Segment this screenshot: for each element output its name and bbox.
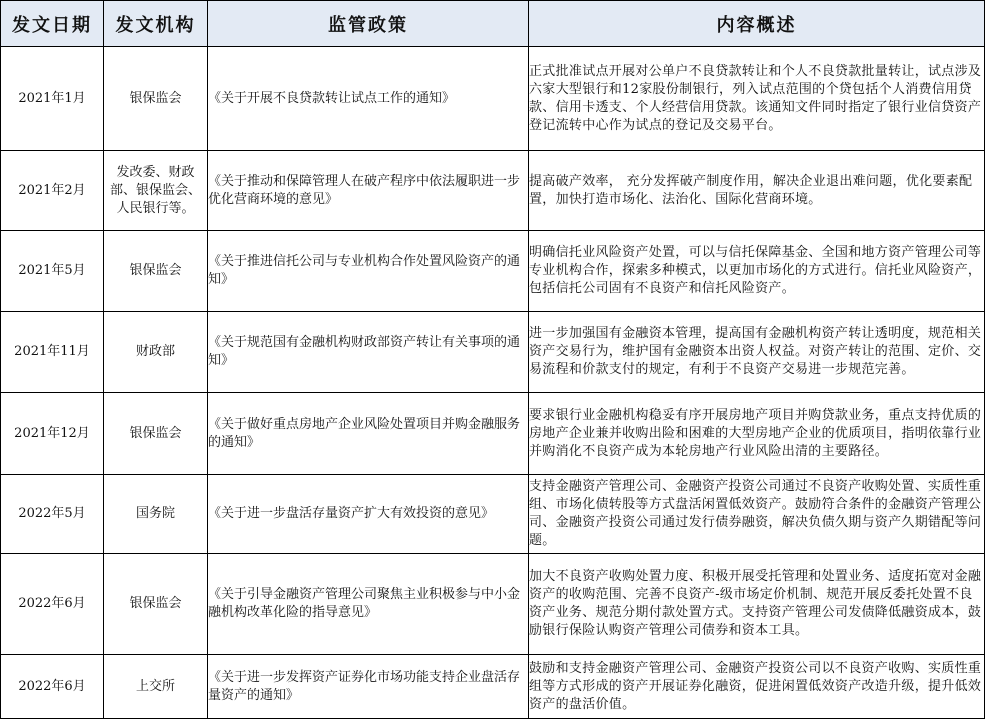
- cell-agency: 上交所: [104, 655, 208, 719]
- header-summary: 内容概述: [529, 1, 985, 47]
- header-row: [1, 1, 985, 47]
- cell-agency: 银保监会: [104, 393, 208, 475]
- cell-agency: 银保监会: [104, 554, 208, 655]
- cell-policy: 《关于推动和保障管理人在破产程序中依法履职进一步优化营商环境的意见》: [208, 151, 529, 231]
- cell-agency: 发改委、财政部、银保监会、人民银行等。: [104, 151, 208, 231]
- cell-policy: 《关于开展不良贷款转让试点工作的通知》: [208, 47, 529, 151]
- cell-date: 2021年2月: [1, 151, 104, 231]
- cell-date: 2021年11月: [1, 312, 104, 393]
- cell-summary: 支持金融资产管理公司、金融资产投资公司通过不良资产收购处置、实质性重组、市场化债转股等方式盘活闲置低效资产。鼓励符合条件的金融资产管理公司、金融资产投资公司通过发行债券融资，解决负债久期与资产久期错配等问题。: [529, 475, 985, 554]
- table-row: [1, 393, 985, 475]
- cell-policy: 《关于进一步盘活存量资产扩大有效投资的意见》: [208, 475, 529, 554]
- cell-summary: 明确信托业风险资产处置，可以与信托保障基金、全国和地方资产管理公司等专业机构合作，探索多种模式，以更加市场化的方式进行。信托业风险资产，包括信托公司固有不良资产和信托风险资产。: [529, 231, 985, 312]
- cell-agency: 国务院: [104, 475, 208, 554]
- cell-date: 2021年5月: [1, 231, 104, 312]
- table-row: [1, 312, 985, 393]
- cell-date: 2022年6月: [1, 554, 104, 655]
- cell-summary: 进一步加强国有金融资本管理，提高国有金融机构资产转让透明度，规范相关资产交易行为，维护国有金融资本出资人权益。对资产转让的范围、定价、交易流程和价款支付的规定，有利于不良资产交易进一步规范完善。: [529, 312, 985, 393]
- table-row: [1, 475, 985, 554]
- cell-agency: 银保监会: [104, 47, 208, 151]
- cell-policy: 《关于规范国有金融机构财政部资产转让有关事项的通知》: [208, 312, 529, 393]
- cell-summary: 加大不良资产收购处置力度、积极开展受托管理和处置业务、适度拓宽对金融资产的收购范围、完善不良资产-级市场定价机制、规范开展反委托处置不良资产业务、规范分期付款处置方式。支持资产管理公司发债降低融资成本，鼓励银行保险认购资产管理公司债券和资本工具。: [529, 554, 985, 655]
- cell-agency: 银保监会: [104, 231, 208, 312]
- cell-summary: 要求银行业金融机构稳妥有序开展房地产项目并购贷款业务，重点支持优质的房地产企业兼并收购出险和困难的大型房地产企业的优质项目，指明依靠行业并购消化不良资产成为本轮房地产行业风险出清的主要路径。: [529, 393, 985, 475]
- cell-policy: 《关于引导金融资产管理公司聚焦主业积极参与中小金融机构改革化险的指导意见》: [208, 554, 529, 655]
- table-row: [1, 554, 985, 655]
- cell-summary: 提高破产效率， 充分发挥破产制度作用，解决企业退出难问题，优化要素配置，加快打造市场化、法治化、国际化营商环境。: [529, 151, 985, 231]
- table-row: [1, 655, 985, 719]
- cell-date: 2022年5月: [1, 475, 104, 554]
- table-row: [1, 231, 985, 312]
- cell-summary: 正式批准试点开展对公单户不良贷款转让和个人不良贷款批量转让，试点涉及六家大型银行和12家股份制银行，列入试点范围的个贷包括个人消费信用贷款、信用卡透支、个人经营信用贷款。该通知文件同时指定了银行业信贷资产登记流转中心作为试点的登记及交易平台。: [529, 47, 985, 151]
- cell-agency: 财政部: [104, 312, 208, 393]
- header-policy: 监管政策: [208, 1, 529, 47]
- table-row: [1, 47, 985, 151]
- cell-policy: 《关于做好重点房地产企业风险处置项目并购金融服务的通知》: [208, 393, 529, 475]
- header-agency: 发文机构: [104, 1, 208, 47]
- cell-policy: 《关于推进信托公司与专业机构合作处置风险资产的通知》: [208, 231, 529, 312]
- header-date: 发文日期: [1, 1, 104, 47]
- cell-date: 2022年6月: [1, 655, 104, 719]
- cell-date: 2021年1月: [1, 47, 104, 151]
- cell-summary: 鼓励和支持金融资产管理公司、金融资产投资公司以不良资产收购、实质性重组等方式形成的资产开展证券化融资，促进闲置低效资产改造升级，提升低效资产的盘活价值。: [529, 655, 985, 719]
- cell-date: 2021年12月: [1, 393, 104, 475]
- cell-policy: 《关于进一步发挥资产证券化市场功能支持企业盘活存量资产的通知》: [208, 655, 529, 719]
- table-row: [1, 151, 985, 231]
